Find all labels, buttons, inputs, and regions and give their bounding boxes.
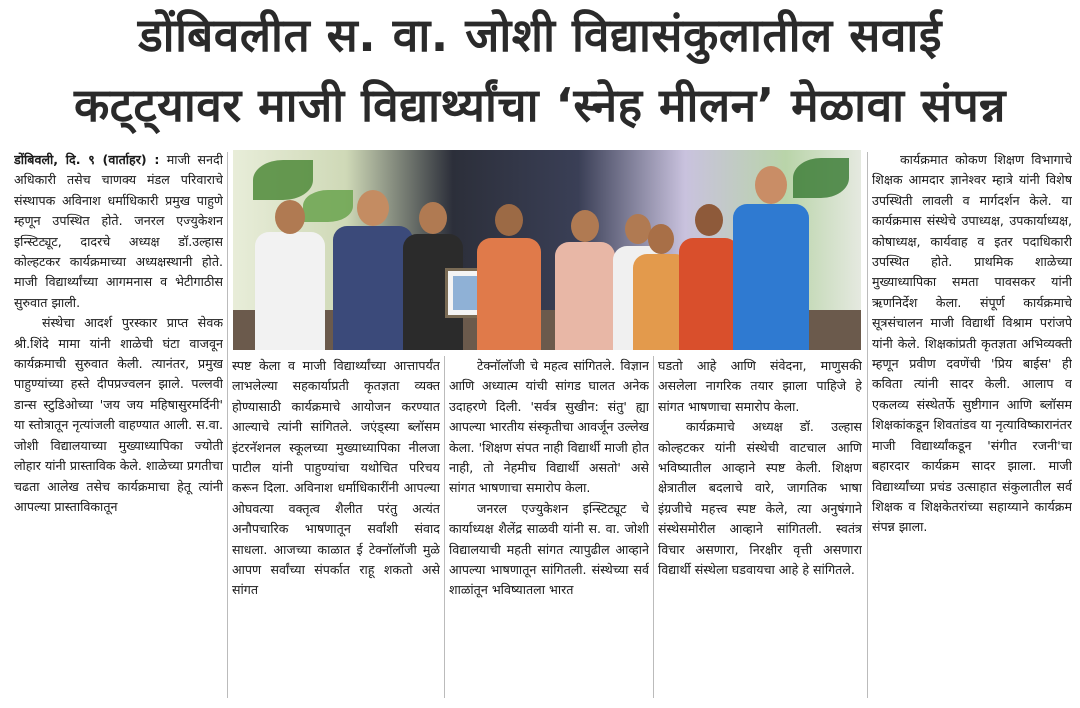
column-2-paragraph-1: स्पष्ट केला व माजी विद्यार्थ्यांच्या आत्तापर्यंत लाभलेल्या सहकार्याप्रती कृतज्ञता व्यक्त होण्यासाठी कार्यक्रमाचे आयोजन करण्यात आल्याचे त्यांनी सांगितले. जएंड्स्या ब्लॉसम इंटरनॅशनल स्कूलच्या मुख्याध्यापिका नीलजा पाटील यांनी पाहुण्यांचा यथोचित परिचय करून दिला. अविनाश धर्माधिकारींनी आपल्या ओघवत्या वक्तृत्व शैलीत परंतु अत्यंत अनौपचारिक भाषणातून सर्वांशी संवाद साधला. आजच्या काळात ई टेक्नॉलॉजी मुळे आपण सर्वांच्या संपर्कात राहू शकतो असे सांगत [232,358,440,598]
article-column-5 [872,150,1072,700]
column-1-lead-text: माजी सनदी अधिकारी तसेच चाणक्य मंडल परिवाराचे संस्थापक अविनाश धर्माधिकारी प्रमुख पाहुणे म्हणून उपस्थित होते. जनरल एज्युकेशन इन्स्टिट्यूट, दादरचे अध्यक्ष डॉ.उल्हास कोल्हटकर कार्यक्रमाच्या अध्यक्षस्थानी होते. माजी विद्यार्थ्यांच्या आगमनास व भेटीगाठीस सुरुवात झाली. [14,152,223,310]
dateline: डोंबिवली, दि. ९ (वार्ताहर) : [14,152,160,167]
photo-decor-leaf [253,160,313,200]
column-4-paragraph-2: कार्यक्रमाचे अध्यक्ष डॉ. उल्हास कोल्हटकर यांनी संस्थेची वाटचाल आणि भविष्यातील आव्हाने स्पष्ट केली. शिक्षण क्षेत्रातील बदलाचे वारे, जागतिक भाषा इंग्रजीचे महत्त्व स्पष्ट केले, त्या अनुषंगाने संस्थेसमोरील आव्हाने सांगितली. स्वतंत्र विचार असणारा, निरक्षीर वृत्ती असणारा विद्यार्थी संस्थेला घडवायचा आहे हे सांगितले. [658,419,862,578]
column-3-paragraph-1: टेक्नॉलॉजी चे महत्व सांगितले. विज्ञान आणि अध्यात्म यांची सांगड घालत अनेक उदाहरणे दिली. 'सर्वत्र सुखीन: संतु' ह्या आपल्या भारतीय संस्कृतीचा आवर्जून उल्लेख केला. 'शिक्षण संपत नाही विद्यार्थी माजी होत नाही, तो नेहमीच विद्यार्थी असतो' असे सांगत भाषणाचा समारोप केला. [449,358,649,496]
photo-person [679,204,739,350]
article-column-1 [14,150,223,700]
column-divider [227,152,228,698]
article-column-3 [449,356,649,700]
column-4-paragraph-1: घडतो आहे आणि संवेदना, माणुसकी असलेला नागरिक तयार झाला पाहिजे हे सांगत भाषणाचा समारोप केला. [658,358,862,414]
article-column-4 [658,356,862,700]
column-3-paragraph-2: जनरल एज्युकेशन इन्स्टिट्यूट चे कार्याध्यक्ष शैलेंद्र साळवी यांनी स. वा. जोशी विद्यालयाची महती सांगत त्यापुढील आव्हाने आपल्या भाषणातून सांगितली. संस्थेच्या सर्व शाळांतून भविष्यातला भारत [449,500,649,598]
column-divider [444,356,445,698]
photo-person [477,204,541,350]
headline-line-2: कट्ट्यावर माजी विद्यार्थ्यांचा ‘स्नेह मीलन’ मेळावा संपन्न [73,78,1007,132]
headline-line-1: डोंबिवलीत स. वा. जोशी विद्यासंकुलातील सवाई [138,8,942,62]
event-photo [233,150,861,350]
column-5-paragraph-1: कार्यक्रमात कोकण शिक्षण विभागाचे शिक्षक आमदार ज्ञानेश्वर म्हात्रे यांनी विशेष उपस्थिती लावली व मार्गदर्शन केले. या कार्यक्रमास संस्थेचे उपाध्यक्ष, उपकार्याध्यक्ष, कोषाध्यक्ष, कार्यवाह व इतर पदाधिकारी उपस्थित होते. प्राथमिक शाळेच्या मुख्याध्यापिका समता पावसकर यांनी ऋणनिर्देश केला. संपूर्ण कार्यक्रमाचे सूत्रसंचालन माजी विद्यार्थी विश्राम परांजपे यांनी केले. शिक्षकांप्रती कृतज्ञता अभिव्यक्ती म्हणून प्रवीण दवणेंची 'प्रिय बाईस' ही कविता त्यांनी सादर केली. आलाप व एकलव्य संस्थेतर्फे सुष्टीगान आणि ब्लॉसम शिक्षकांकडून शिवतांडव या नृत्याविष्कारानंतर माजी विद्यार्थ्यांकडून 'संगीत रजनी'चा बहारदार कार्यक्रम सादर झाला. माजी विद्यार्थ्यांच्या प्रचंड उत्साहात संकुलातील सर्व शिक्षक व शिक्षकेतरांच्या सहाय्याने कार्यक्रम संपन्न झाला. [872,152,1072,535]
column-1-paragraph-1 [14,150,223,313]
photo-person [733,166,809,350]
photo-person [555,210,615,350]
photo-person [255,200,325,350]
photo-person [333,190,413,350]
column-divider [867,152,868,698]
column-divider [653,356,654,698]
column-1-paragraph-2: संस्थेचा आदर्श पुरस्कार प्राप्त सेवक श्री.शिंदे मामा यांनी शाळेची घंटा वाजवून कार्यक्रमाची सुरुवात केली. त्यानंतर, प्रमुख पाहुण्यांच्या हस्ते दीपप्रज्वलन झाले. पल्लवी डान्स स्टुडिओच्या 'जय जय महिषासुरमर्दिनी' या स्तोत्रातून नृत्यांजली वाहण्यात आली. स.वा. जोशी विद्यालयाच्या मुख्याध्यापिका ज्योती लोहार यांनी प्रास्ताविक केले. शाळेच्या प्रगतीचा चढता आलेख तसेच कार्यक्रमाचा हेतू त्यांनी आपल्या प्रास्ताविकातून [14,315,223,514]
article-column-2 [232,356,440,700]
